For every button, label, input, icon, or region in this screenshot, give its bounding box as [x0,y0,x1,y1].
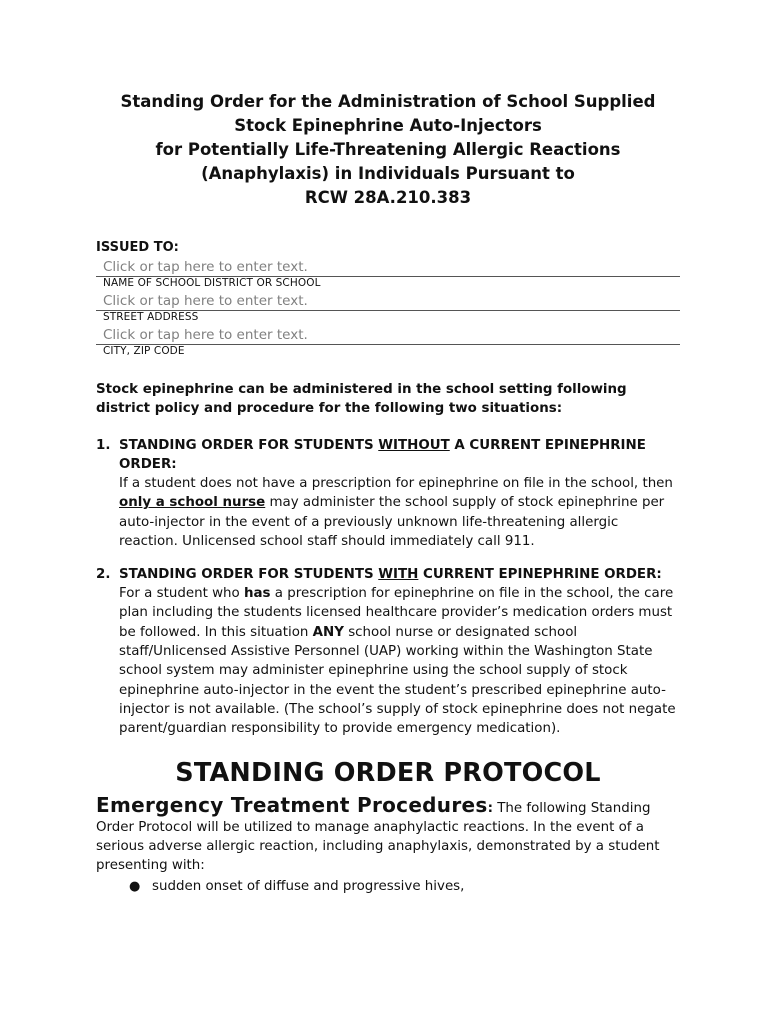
title-line: for Potentially Life-Threatening Allergic Reactions [155,140,621,159]
symptom-text: sudden onset of diffuse and progressive hives, [152,878,465,894]
street-address-field[interactable] [96,293,680,311]
order-body-text: school nurse or designated school staff/Unlicensed Assistive Personnel (UAP) working within the Washington State school system may administer epinephrine using the school supply of stock epinephrine auto-injector in the event the student’s prescribed epinephrine auto-injector is not available. (The school’s supply of stock epinephrine does not negate parent/guardian responsibility to provide emergency medication). [119,624,676,737]
school-name-label: NAME OF SCHOOL DISTRICT OR SCHOOL [103,277,321,289]
order-body-text: may administer the school supply of stock epinephrine per auto-injector in the event of a previously unknown life-threatening allergic reaction. Unlicensed school staff should immediately call 911. [119,495,665,549]
emergency-heading-colon: : [487,800,493,816]
document-page [96,90,680,896]
title-line: (Anaphylaxis) in Individuals Pursuant to [201,164,575,183]
standing-order-item [96,565,680,738]
issued-to-label: ISSUED TO: [96,240,179,255]
emergency-heading: Emergency Treatment Procedures [96,792,488,817]
school-name-field[interactable] [96,259,680,277]
symptom-item [96,877,680,896]
standing-order-item [96,436,680,551]
school-name-input[interactable]: Click or tap here to enter text. [103,259,308,275]
order-body [119,474,680,551]
order-body-emphasis: has [243,586,271,602]
title-line: Standing Order for the Administration of School Supplied [120,92,656,111]
street-address-label: STREET ADDRESS [103,311,199,323]
order-heading-emphasis: WITH [378,567,419,583]
order-heading-emphasis: WITHOUT [378,438,450,453]
order-body-text: If a student does not have a prescription for epinephrine on file in the school, then [119,476,673,491]
protocol-heading: STANDING ORDER PROTOCOL [175,757,601,788]
emergency-paragraph [96,793,680,875]
order-body-emphasis: only a school nurse [119,495,266,511]
title-line: RCW 28A.210.383 [304,188,472,207]
symptom-list [96,877,680,896]
order-heading-text: CURRENT EPINEPHRINE ORDER: [418,567,662,583]
intro-paragraph: Stock epinephrine can be administered in the school setting following district policy and procedure for the following two situations: [96,382,627,416]
emergency-text: The following Standing Order Protocol will be utilized to manage anaphylactic reactions. In the event of a serious adverse allergic reaction, including anaphylaxis, demonstrated by a student presenting with: [96,800,660,873]
city-zip-label: CITY, ZIP CODE [103,345,185,357]
city-zip-input[interactable]: Click or tap here to enter text. [103,327,308,343]
order-heading [119,565,680,584]
order-heading-text: A CURRENT EPINEPHRINE ORDER: [119,438,646,472]
order-heading-text: STANDING ORDER FOR STUDENTS [119,438,379,453]
order-number: 2. [96,567,111,583]
order-heading-text: STANDING ORDER FOR STUDENTS [119,567,379,583]
standing-orders-list [96,436,680,739]
order-body-emphasis: ANY [312,624,344,640]
document-title [96,90,680,210]
bullet-icon: ● [129,878,141,894]
order-heading [119,436,680,474]
order-body-text: For a student who [119,586,244,602]
order-number: 1. [96,438,111,453]
order-body [119,584,680,738]
title-line: Stock Epinephrine Auto-Injectors [234,116,542,135]
street-address-input[interactable]: Click or tap here to enter text. [103,293,308,309]
city-zip-field[interactable] [96,327,680,345]
order-body-text: a prescription for epinephrine on file in the school, the care plan including the students licensed healthcare provider’s medication orders must be followed. In this situation [119,586,674,640]
